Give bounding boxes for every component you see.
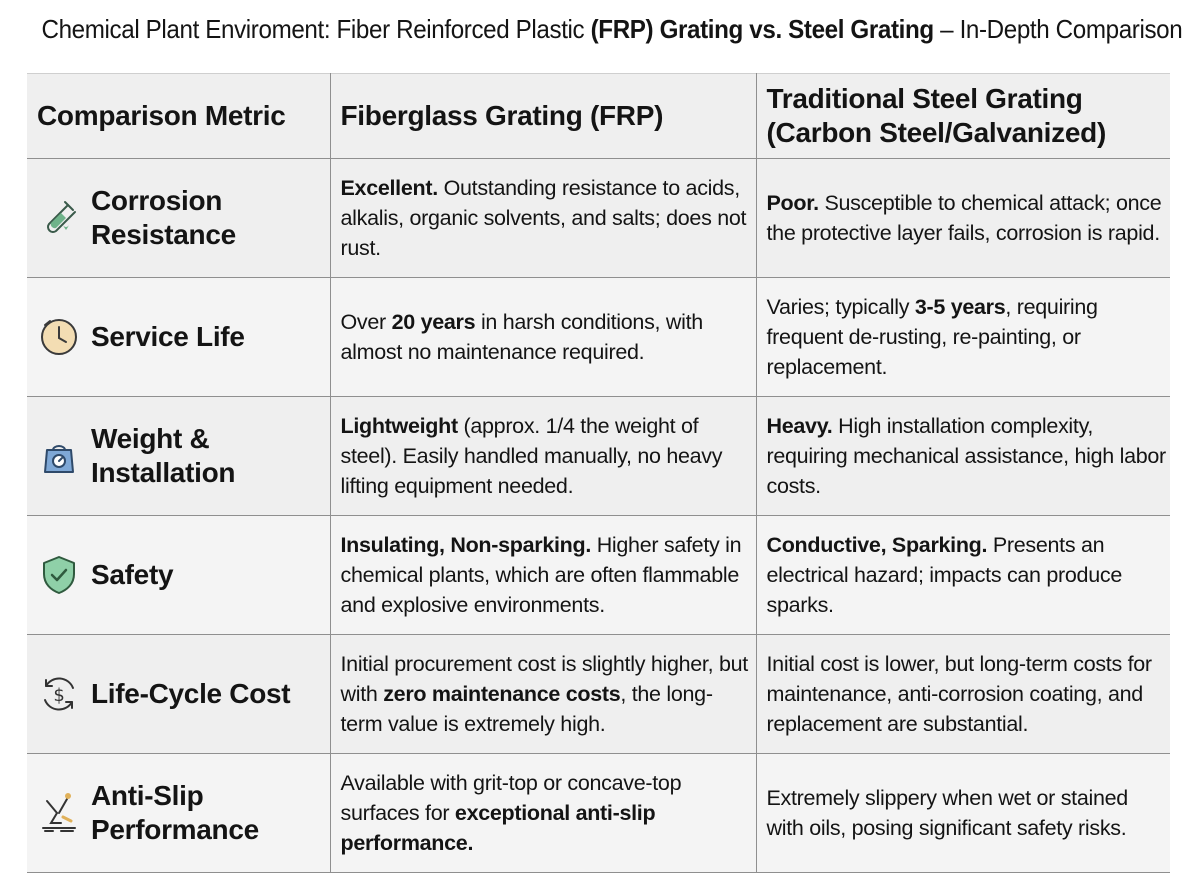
svg-text:$: $ [53,685,65,706]
clock-icon [37,315,81,359]
frp-cell: Over 20 years in harsh conditions, with almost no maintenance required. [330,278,756,397]
steel-cell: Extremely slippery when wet or stained with oils, posing significant safety risks. [756,754,1170,873]
comparison-table [27,73,1170,873]
table-row [27,635,1170,754]
test-tube-icon [37,196,81,240]
metric-label: Service Life [91,321,245,352]
scale-icon [37,434,81,478]
table-row [27,159,1170,278]
steel-cell: Poor. Susceptible to chemical attack; once the protective layer fails, corrosion is rapid. [756,159,1170,278]
metric-label: Life-Cycle Cost [91,678,291,709]
shield-check-icon [37,553,81,597]
steel-cell: Varies; typically 3-5 years, requiring frequent de-rusting, re-painting, or replacement. [756,278,1170,397]
slip-icon [37,791,81,835]
frp-cell: Available with grit-top or concave-top surfaces for exceptional anti-slip performance. [330,754,756,873]
header-frp: Fiberglass Grating (FRP) [330,74,756,159]
frp-cell: Lightweight (approx. 1/4 the weight of steel). Easily handled manually, no heavy lifting equipment needed. [330,397,756,516]
dollar-cycle-icon [37,672,81,716]
page-title: Chemical Plant Enviroment: Fiber Reinforced Plastic (FRP) Grating vs. Steel Grating – In-Depth Comparison [41,14,1183,44]
metric-label: Corrosion Resistance [91,185,236,250]
steel-cell: Initial cost is lower, but long-term costs for maintenance, anti-corrosion coating, and replacement are substantial. [756,635,1170,754]
table-header-row [27,74,1170,159]
metric-label: Anti-Slip Performance [91,780,259,845]
table-row [27,516,1170,635]
table-row [27,397,1170,516]
frp-cell: Initial procurement cost is slightly higher, but with zero maintenance costs, the long-term value is extremely high. [330,635,756,754]
steel-cell: Conductive, Sparking. Presents an electrical hazard; impacts can produce sparks. [756,516,1170,635]
frp-cell: Insulating, Non-sparking. Higher safety in chemical plants, which are often flammable and explosive environments. [330,516,756,635]
steel-cell: Heavy. High installation complexity, requiring mechanical assistance, high labor costs. [756,397,1170,516]
frp-cell: Excellent. Outstanding resistance to acids, alkalis, organic solvents, and salts; does not rust. [330,159,756,278]
header-metric: Comparison Metric [27,74,330,159]
metric-label: Weight & Installation [91,423,236,488]
table-row [27,754,1170,873]
table-row [27,278,1170,397]
header-steel: Traditional Steel Grating (Carbon Steel/Galvanized) [756,74,1170,159]
metric-label: Safety [91,559,174,590]
